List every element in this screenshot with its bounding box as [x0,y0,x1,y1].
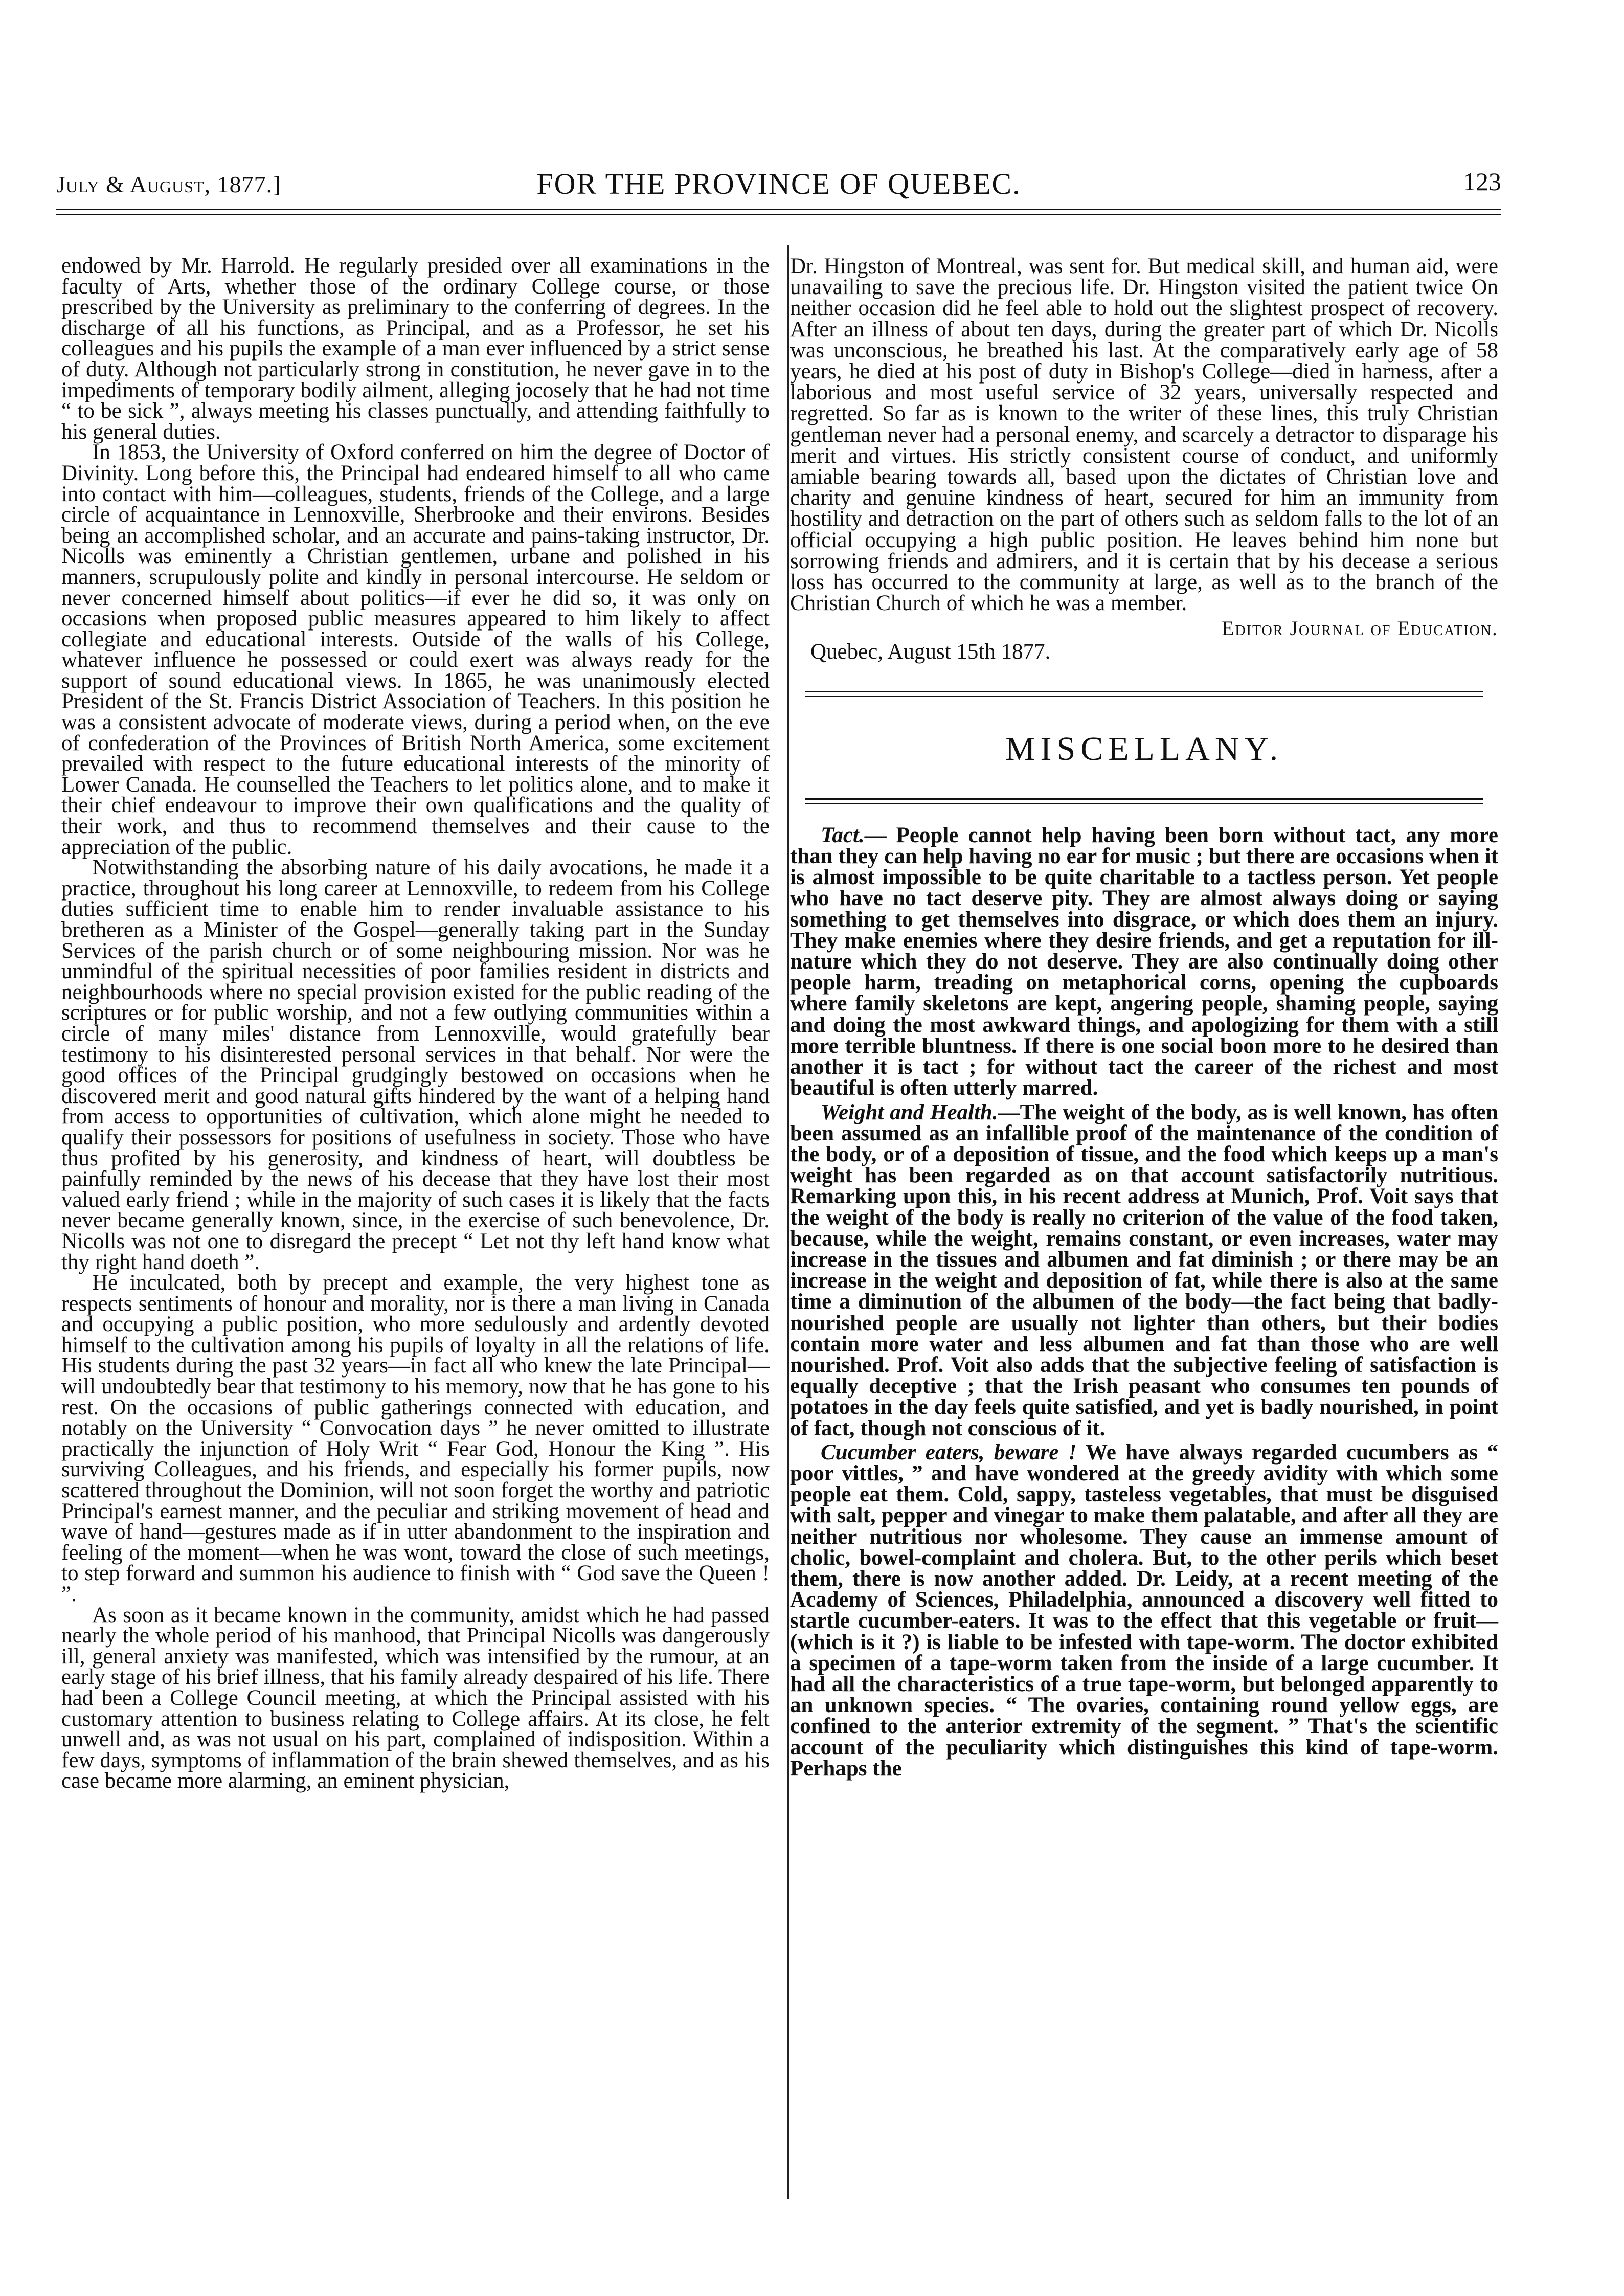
issue-year: 1877.] [211,171,281,197]
miscellany-item-cucumber [790,1442,1498,1779]
column-divider [787,245,789,2199]
miscellany-item-weight-health [790,1102,1498,1439]
miscellany-item-tact [790,825,1498,1099]
page-number: 123 [1463,167,1501,196]
obituary-paragraph-3: Notwithstanding the absorbing nature of his daily avocations, he made it a practice, throughout his long career at Lennoxville, to redeem from his College duties sufficient time to enable him to render invaluable assistance to his bretheren as a Minister of the Gospel—generally taking part in the Sunday Services of the parish church or of some neighbouring mission. Nor was he unmindful of the spiritual necessities of poor families resident in districts and neighbourhoods where no special provision existed for the public reading of the scriptures or for public worship, and not a few outlying communities within a circle of many miles' distance from Lennoxville, would gratefully bear testimony to his disinterested personal services in that behalf. Nor were the good offices of the Principal grudgingly bestowed on occasions when he discovered merit and good natural gifts hindered by the want of a helping hand from access to opportunities of cultivation, which alone might he needed to qualify their possessors for positions of usefulness in society. Those who have thus profited by his generosity, and kindness of heart, will doubtless be painfully reminded by the news of his decease that they have lost their most valued early friend ; while in the majority of such cases it is likely that the facts never became generally known, since, in the exercise of such benevolence, Dr. Nicolls was not one to disregard the precept “ Let not thy left hand know what thy right hand doeth ”. [61,856,770,1274]
section-title: MISCELLANY. [1005,730,1283,768]
section-rule-top [805,691,1483,697]
obituary-paragraph-5: As soon as it became known in the community, amidst which he had passed nearly the whole period of his manhood, that Principal Nicolls was dangerously ill, general anxiety was manifested, which was intensified by the rumour, at an early stage of his brief illness, that his family already despaired of his life. There had been a College Council meeting, at which the Principal assisted with his customary attention to business relating to College affairs. At its close, he felt unwell and, as was not usual on his part, complained of indisposition. Within a few days, symptoms of inflammation of the brain shewed themselves, and as his case became more alarming, an eminent physician, [61,1603,770,1793]
editor-signature: Editor Journal of Education. [1221,617,1498,640]
item-text: We have always regarded cucumbers as “ poor vittles, ” and have wondered at the greedy avidity with which some people eat them. Cold, sappy, tasteless vegetables, that must be disguised with salt, pepper and vinegar to make them palatable, and after all they are neither nutritious nor wholesome. They cause an immense amount of cholic, bowel-complaint and cholera. But, to the other perils which beset them, there is now another added. Dr. Leidy, at a recent meeting of the Academy of Sciences, Philadelphia, announced a discovery well fitted to startle cucumber-eaters. It was to the effect that this vegetable or fruit—(which is it ?) is liable to be infested with tape-worm. The doctor exhibited a specimen of a tape-worm taken from the inside of a large cucumber. It had all the characteristics of a true tape-worm, but belonged apparently to an unknown species. “ The ovaries, containing round yellow eggs, are confined to the anterior extremity of the segment. ” That's the scientific account of the peculiarity which distinguishes this kind of tape-worm. Perhaps the [790,1440,1498,1781]
dateline: Quebec, August 15th 1877. [810,639,1051,664]
section-rule-bottom [805,798,1483,804]
miscellany-items [790,825,1498,1779]
right-column [790,256,1498,1782]
obituary-paragraph-2: In 1853, the University of Oxford conferred on him the degree of Doctor of Divinity. Long before this, the Principal had endeared himself to all who came into contact with him—colleagues, students, friends of the College, and a large circle of acquaintance in Lennoxville, Sherbrooke and their environs. Besides being an accomplished scholar, and an accurate and pains-taking instructor, Dr. Nicolls was eminently a Christian gentlemen, urbane and polished in his manners, scrupulously polite and kindly in personal intercourse. He seldom or never concerned himself about politics—if ever he did so, it was only on occasions when proposed public measures appeared to him likely to affect collegiate and educational interests. Outside of the walls of his College, whatever influence he possessed or could exert was always ready for the support of sound educational views. In 1865, he was unanimously elected President of the St. Francis District Association of Teachers. In this position he was a consistent advocate of moderate views, during a period when, on the eve of confederation of the Provinces of British North America, some excitement prevailed with respect to the future educational interests of the minority of Lower Canada. He counselled the Teachers to let politics alone, and to make it their chief endeavour to improve their own qualifications and the quality of their work, and thus to recommend themselves and their cause to the appreciation of the public. [61,440,770,859]
item-text: —The weight of the body, as is well known, has often been assumed as an infallible proof of the maintenance of the condition of the body, or of a deposition of tissue, and the food which keeps up a man's weight has been regarded as on that account satisfactorily nutritious. Remarking upon this, in his recent address at Munich, Prof. Voit says that the weight of the body is really no criterion of the value of the food taken, because, while the weight, remains constant, or even increases, water may increase in the tissues and albumen and fat diminish ; or there may be an increase in the weight and deposition of fat, while there is also at the same time a diminution of the albumen of the body—the fact being that badly-nourished people are usually not lighter than others, but their bodies contain more water and less albumen and fat than those who are well nourished. Prof. Voit also adds that the subjective feeling of satisfaction is equally deceptive ; that the Irish peasant who consumes ten pounds of potatoes in the day feels quite satisfied, and yet is badly nourished, in point of fact, though not conscious of it. [790,1100,1498,1440]
header-rule [56,209,1501,215]
item-title: Tact. [821,823,865,847]
obituary-paragraph-4: He inculcated, both by precept and example, the very highest tone as respects sentiments of honour and morality, nor is there a man living in Canada and occupying a public position, who more sedulously and ardently devoted himself to the cultivation among his pupils of loyalty in all the relations of life. His students during the past 32 years—in fact all who knew the late Principal—will undoubtedly bear that testimony to his memory, now that he has gone to his rest. On the occasions of public gatherings connected with education, and notably on the University “ Convocation days ” he never omitted to illustrate practically the injunction of Holy Writ “ Fear God, Honour the King ”. His surviving Colleagues, and his friends, and especially his former pupils, now scattered throughout the Dominion, will not soon forget the worthy and patriotic Principal's earnest manner, and the peculiar and striking movement of head and wave of hand—gestures made as if in utter abandonment to the inspiration and feeling of the moment—when he was wont, toward the close of such meetings, to step forward and summon his audience to finish with “ God save the Queen ! ”. [61,1271,770,1606]
left-column [61,256,770,1792]
item-title: Cucumber eaters, beware ! [821,1440,1077,1465]
issue-month: July & August, [56,171,211,197]
item-title: Weight and Health. [821,1100,998,1124]
running-header [56,164,1501,210]
running-title: FOR THE PROVINCE OF QUEBEC. [536,167,1021,200]
item-text: — People cannot help having been born without tact, any more than they can help having no ear for music ; but there are occasions when it is almost impossible to be quite charitable to a tactless person. Yet people who have no tact deserve pity. They are almost always doing or saying something to get themselves into disgrace, or which does them an injury. They make enemies where they desire friends, and get a reputation for ill-nature which they do not deserve. They are also continually doing other people harm, treading on metaphorical corns, opening the cupboards where family skeletons are kept, angering people, shaming people, saying and doing the most awkward things, and apologizing for them with a still more terrible bluntness. If there is one social boon more to he desired than another it is tact ; for without tact the career of the richest and most beautiful is often utterly marred. [790,823,1498,1100]
obituary-conclusion: Dr. Hingston of Montreal, was sent for. But medical skill, and human aid, were unavailing to save the precious life. Dr. Hingston visited the patient twice On neither occasion did he feel able to hold out the slightest prospect of recovery. After an illness of about ten days, during the greater part of which Dr. Nicolls was unconscious, he breathed his last. At the comparatively early age of 58 years, he died at his post of duty in Bishop's College—died in harness, after a laborious and most useful service of 32 years, universally respected and regretted. So far as is known to the writer of these lines, this truly Christian gentleman never had a personal enemy, and scarcely a detractor to disparage his merit and virtues. His strictly consistent course of conduct, and uniformly amiable bearing towards all, based upon the dictates of Christian love and charity and genuine kindness of heart, secured for him an immunity from hostility and detraction on the part of others such as seldom falls to the lot of an official occupying a high public position. He leaves behind him none but sorrowing friends and admirers, and it is certain that by his decease a serious loss has occurred to the community at large, as well as to the branch of the Christian Church of which he was a member. [790,254,1498,616]
obituary-paragraph-1: endowed by Mr. Harrold. He regularly presided over all examinations in the faculty of Arts, whether those of the ordinary College course, or those prescribed by the University as preliminary to the conferring of degrees. In the discharge of all his functions, as Principal, and as a Professor, he set his colleagues and his pupils the example of a man ever influenced by a strict sense of duty. Although not particularly strong in constitution, he never gave in to the impediments of temporary bodily ailment, alleging jocosely that he had not time “ to be sick ”, always meeting his classes punctually, and attending faithfully to his general duties. [61,254,770,444]
